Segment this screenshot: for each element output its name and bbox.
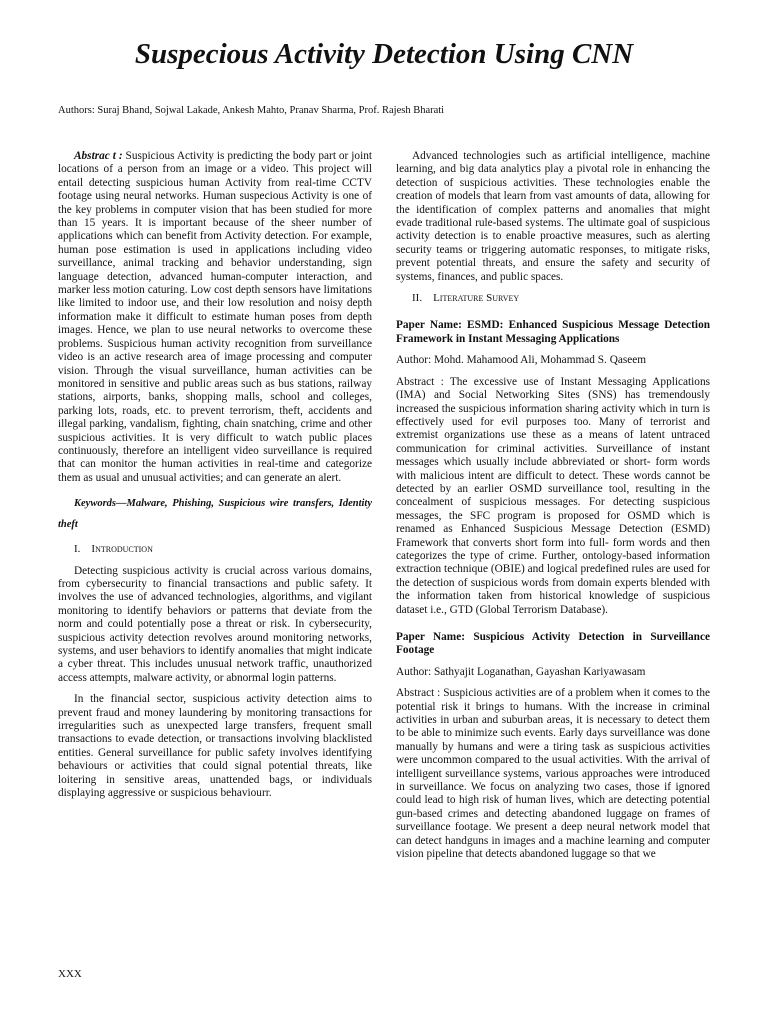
section-heading-introduction <box>58 543 372 556</box>
intro-paragraph-1: Detecting suspicious activity is crucial across various domains, from cybersecurity to financial transactions and public safety. It involves the use of advanced technologies, algorithms, and vigilant monitoring to identify behaviors or patterns that deviate from the norm and could potentially pose a threat or risk. In cybersecurity, suspicious activity detection revolves around monitoring networks, systems, and user behaviors to identify anomalies that might indicate a cyber threat. This includes unusual network traffic, unauthorized access attempts, malware activity, or abnormal login patterns. <box>58 564 372 684</box>
paper-author-2: Author: Sathyajit Loganathan, Gayashan Kariyawasam <box>396 665 646 678</box>
intro-paragraph-2: In the financial sector, suspicious activity detection aims to prevent fraud and money laundering by monitoring transactions for irregularities such as unexpected large transfers, frequent small transactions to evade detection, or transactions involving blacklisted entities. General surveillance for public safety involves identifying behaviours or activities that could signal potential threats, like loitering in sensitive areas, unattended bags, or individuals displaying aggressive or suspicious behaviourr. <box>58 693 372 800</box>
section-number: I. <box>74 543 81 556</box>
paper-name-1: Paper Name: ESMD: Enhanced Suspicious Message Detection Framework in Instant Messaging Applications <box>396 319 710 345</box>
paper-name-2: Paper Name: Suspicious Activity Detection in Surveillance Footage <box>396 631 710 657</box>
right-column <box>396 150 710 870</box>
section-number: II. <box>412 292 423 305</box>
paper-abstract-2: Abstract : Suspicious activities are of a problem when it comes to the potential risk it brings to humans. With the increase in criminal activities in urban and suburban areas, it is necessary to detect them to be able to minimize such events. Early days surveillance was done manually by humans and were a tiring task as suspicious activities were uncommon compared to the usual activities. With the arrival of intelligent surveillance systems, various approaches were introduced in surveillance. We focus on analyzing two cases, those if ignored could lead to high risk of human lives, which are detecting potential gun-based crimes and detecting abandoned luggage on frames of surveillance footage. We present a deep neural network model that can detect handguns in images and a machine learning and computer vision pipeline that detects abandoned luggage so that we <box>396 687 710 861</box>
intro-paragraph-3: Advanced technologies such as artificial intelligence, machine learning, and big data analytics play a pivotal role in enhancing the detection of suspicious activities. These technologies enable the creation of models that learn from vast amounts of data, allowing for the identification of complex patterns and anomalies that might evade traditional rule-based systems. The ultimate goal of suspicious activity detection is to enable proactive measures, such as alerting security teams or triggering automatic responses, to mitigate risks, prevent potential threats, and ensure the safety and security of systems, finances, and public spaces. <box>396 150 710 283</box>
abstract-label: Abstrac t : <box>74 150 123 162</box>
abstract-paragraph <box>58 150 372 485</box>
left-column <box>58 150 372 808</box>
footer-text: XXX <box>58 968 82 980</box>
section-title: Introduction <box>91 543 153 556</box>
authors-line: Authors: Suraj Bhand, Sojwal Lakade, Ankesh Mahto, Pranav Sharma, Prof. Rajesh Bharati <box>58 105 445 116</box>
keywords: Keywords—Malware, Phishing, Suspicious wire transfers, Identity theft <box>58 498 372 531</box>
section-heading-literature-survey <box>396 292 710 305</box>
paper-author-1: Author: Mohd. Mahamood Ali, Mohammad S. Qaseem <box>396 354 647 367</box>
paper-title: Suspecious Activity Detection Using CNN <box>134 38 634 70</box>
paper-abstract-1: Abstract : The excessive use of Instant Messaging Applications (IMA) and Social Networking Sites (SNS) has tremendously increased the suspicious information sharing activity which in turn is effectively used for evil purposes too. Many of terrorist and extremist organizations use these as a means of latent untraced communication for criminal activities. Surveillance of instant messages which usually include abbreviated or short- form words with malicious intent are difficult to detect. These words cannot be detected by an earlier OSMD surveillance tool, resulting in the concealment of suspicious messages. For detecting suspicious messages, the SFC program is proposed for OSMD which is renamed as Enhanced Suspicious Message Detection (ESMD) Framework that converts short form into full- form words and then categorizes the type of crime. Further, ontology-based information extraction technique (OBIE) and logical predefined rules are used for the detection of suspicious words from domain experts blended with the information taken from historical knowledge of suspicious dataset i.e., GTD (Global Terrorism Database). <box>396 375 710 616</box>
abstract-text: Suspicious Activity is predicting the body part or joint locations of a person from an image or a video. This project will entail detecting suspicious human Activity from real-time CCTV footage using neural networks. Human suspecious Activity is one of the key problems in computer vision that has been studied for more than 15 years. It is important because of the sheer number of applications which can benefit from Activity detection. For example, human pose estimation is used in applications including video surveillance, animal tracking and behavior understanding, sign language detection, advanced human-computer interaction, and marker less motion caturing. Low cost depth sensors have limitations like limited to indoor use, and their low resolution and noisy depth information make it difficult to estimate human poses from depth images. Hence, we plan to use neural networks to overcome these problems. Suspicious human activity recognition from surveillance video is an active research area of image processing and computer vision. Through the visual surveillance, human activities can be monitored in sensitive and public areas such as bus stations, railway stations, airports, banks, shopping malls, school and colleges, parking lots, roads, etc. to prevent terrorism, theft, accidents and illegal parking, vandalism, fighting, chain snatching, crime and other suspicious activities. It is very difficult to watch public places continuously, therefore an intelligent video surveillance is required that can monitor the human activities in real-time and categorize them as usual and unusual activities; and can generate an alert. <box>58 150 372 484</box>
section-title: Literature Survey <box>433 292 520 305</box>
